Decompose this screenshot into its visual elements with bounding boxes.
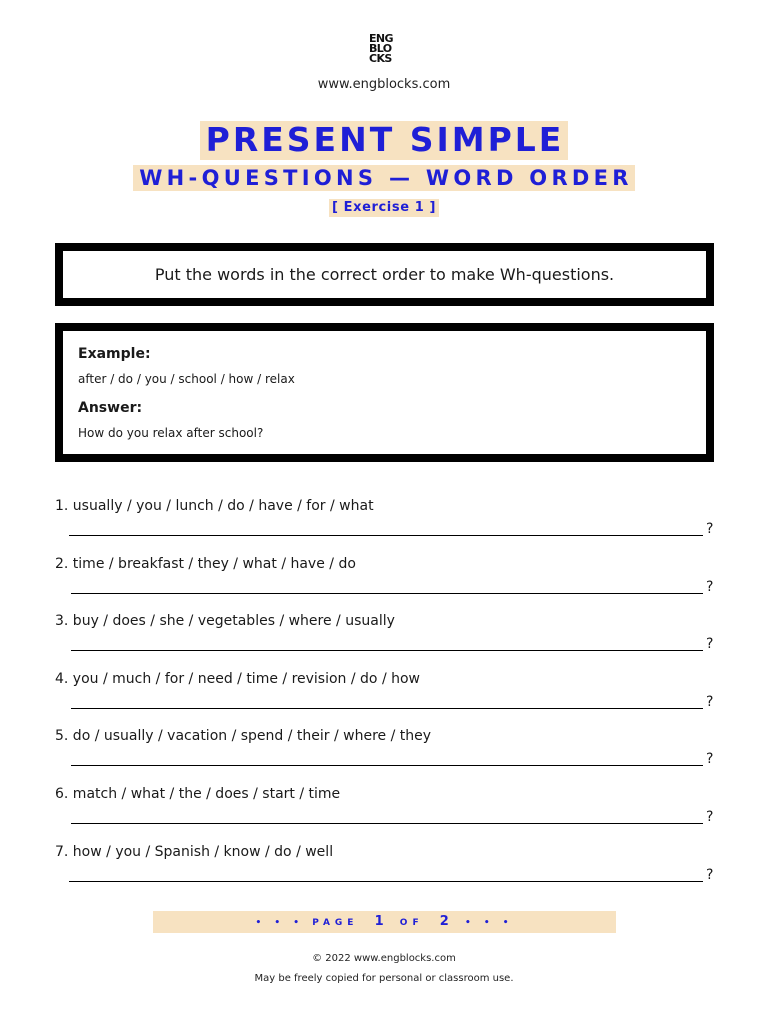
logo-line-1: ENG (369, 32, 393, 45)
question-item (55, 785, 715, 825)
question-mark: ? (706, 751, 714, 767)
answer-label: Answer: (78, 400, 143, 416)
question-item (55, 670, 715, 710)
page-title: PRESENT SIMPLE (200, 121, 569, 160)
logo-line-3: CKS (369, 52, 392, 65)
question-mark: ? (706, 867, 714, 883)
question-text: 5. do / usually / vacation / spend / their / where / they (55, 728, 432, 744)
exercise-tag: [ Exercise 1 ] (329, 199, 439, 217)
question-text: 2. time / breakfast / they / what / have / do (55, 556, 356, 572)
answer-line[interactable] (71, 650, 703, 651)
question-item (55, 612, 715, 652)
question-mark: ? (706, 809, 714, 825)
pager-current: 1 (374, 914, 384, 929)
question-mark: ? (706, 521, 714, 537)
question-text: 7. how / you / Spanish / know / do / well (55, 844, 334, 860)
question-item (55, 555, 715, 595)
answer-line[interactable] (71, 708, 703, 709)
question-text: 3. buy / does / she / vegetables / where / usually (55, 613, 395, 629)
answer-line[interactable] (71, 765, 703, 766)
answer-line[interactable] (71, 823, 703, 824)
pager-page-word: PAGE (312, 918, 359, 928)
answer-text: How do you relax after school? (78, 426, 264, 440)
question-mark: ? (706, 636, 714, 652)
question-text: 1. usually / you / lunch / do / have / for / what (55, 498, 374, 514)
page-indicator (153, 911, 616, 933)
exercise-tag-row (0, 196, 768, 217)
question-mark: ? (706, 579, 714, 595)
question-text: 6. match / what / the / does / start / time (55, 786, 341, 802)
page-subtitle: WH-QUESTIONS — WORD ORDER (133, 165, 635, 191)
answer-line[interactable] (69, 881, 703, 882)
subtitle-row (0, 165, 768, 191)
answer-line[interactable] (71, 593, 703, 594)
example-label: Example: (78, 346, 151, 362)
pager-dots-right: • • • (464, 918, 514, 928)
footer-copyright: © 2022 www.engblocks.com (312, 953, 456, 964)
logo-line-2: BLO (369, 42, 392, 55)
footer-note: May be freely copied for personal or classroom use. (254, 973, 514, 984)
pager-dots-left: • • • (255, 918, 305, 928)
question-item (55, 497, 715, 537)
example-box (55, 323, 714, 462)
question-item (55, 727, 715, 767)
pager-of-word: OF (399, 918, 424, 928)
example-words: after / do / you / school / how / relax (78, 372, 295, 386)
pager-total: 2 (439, 914, 449, 929)
engblocks-logo (369, 34, 401, 64)
title-row (0, 121, 768, 160)
instruction-text: Put the words in the correct order to make Wh-questions. (154, 265, 615, 284)
question-mark: ? (706, 694, 714, 710)
question-item (55, 843, 715, 883)
answer-line[interactable] (69, 535, 703, 536)
question-text: 4. you / much / for / need / time / revision / do / how (55, 671, 420, 687)
instruction-box (55, 243, 714, 306)
site-url: www.engblocks.com (317, 77, 451, 92)
